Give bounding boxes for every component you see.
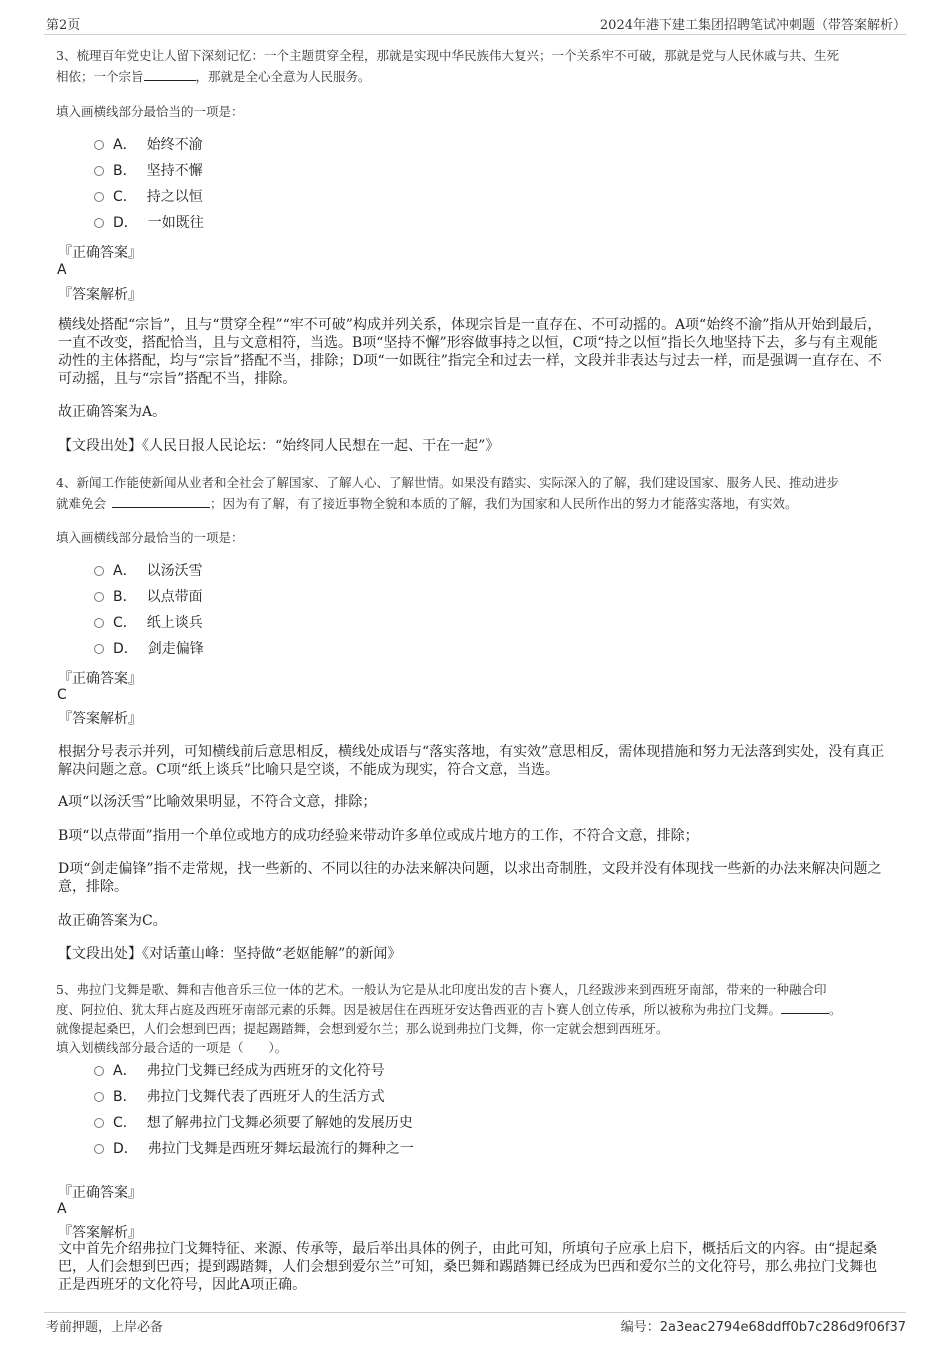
option-d[interactable] [94, 636, 204, 662]
option-a[interactable] [94, 132, 204, 158]
option-letter: D． [113, 215, 138, 231]
question-5-stem-line: 5、弗拉门戈舞是歌、舞和吉他音乐三位一体的艺术。一般认为它是从北印度出发的吉卜赛人，几经跋涉来到西班牙南部，带来的一种融合印 [56, 982, 827, 997]
radio-icon[interactable] [94, 618, 104, 628]
question-3-options [94, 132, 204, 236]
source-citation: 【文段出处】《人民日报人民论坛：“始终同人民想在一起、干在一起”》 [58, 438, 500, 454]
radio-icon[interactable] [94, 566, 104, 576]
analysis-text: 文中首先介绍弗拉门戈舞特征、来源、传承等，最后举出具体的例子，由此可知，所填句子应承上启下，概括后文的内容。由“提起桑巴，人们会想到巴西；提到踢踏舞，人们会想到爱尔兰”可知，桑巴舞和踢踏舞已经成为巴西和爱尔兰的文化符号，那么弗拉门戈舞也正是西班牙的文化符号，因此A项正确。 [58, 1241, 878, 1293]
analysis-label: 『答案解析』 [58, 711, 142, 727]
correct-answer-label: 『正确答案』 [58, 1185, 142, 1201]
analysis-text: 横线处搭配“宗旨”，且与“贯穿全程”“牢不可破”构成并列关系，体现宗旨是一直存在、不可动摇的。A项“始终不渝”指从开始到最后，一直不改变，搭配恰当，且与文意相符，当选。B项“坚持不懈”形容做事持之以恒，C项“持之以恒”指长久地坚持下去，多与有主观能动性的主体搭配，均与“宗旨”搭配不当，排除；D项“一如既往”指完全和过去一样，文段并非表达与过去一样，而是强调一直存在、不可动摇，且与“宗旨”搭配不当，排除。 [58, 317, 882, 387]
radio-icon[interactable] [94, 1118, 104, 1128]
option-letter: D． [113, 1141, 138, 1157]
correct-answer-label: 『正确答案』 [58, 671, 142, 687]
option-letter: D． [113, 641, 138, 657]
option-text: 纸上谈兵 [146, 615, 203, 631]
analysis-option-d: D项“剑走偏锋”指不走常规，找一些新的、不同以往的办法来解决问题，以求出奇制胜，文段并没有体现找一些新的办法来解决问题之意，排除。 [58, 861, 882, 895]
option-text: 想了解弗拉门戈舞必须要了解她的发展历史 [146, 1115, 413, 1131]
stem-text: 度、阿拉伯、犹太拜占庭及西班牙南部元素的乐舞。因是被居住在西班牙安达鲁西亚的吉卜赛人创立传承，所以被称为弗拉门戈舞。 [56, 1002, 782, 1017]
question-5-options [94, 1058, 414, 1162]
page-header [44, 12, 906, 35]
question-4-prompt: 填入画横线部分最恰当的一项是： [56, 530, 244, 545]
code-value: 2a3eac2794e68ddff0b7c286d9f06f37 [659, 1320, 906, 1335]
footer-slogan: 考前押题，上岸必备 [46, 1320, 164, 1335]
option-letter: C． [113, 189, 137, 205]
radio-icon[interactable] [94, 192, 104, 202]
question-5-stem-line: 就像提起桑巴，人们会想到巴西；提起踢踏舞，会想到爱尔兰；那么说到弗拉门戈舞，你一定就会想到西班牙。 [56, 1021, 669, 1036]
fill-blank [144, 66, 196, 81]
question-5-stem-line [56, 999, 890, 1019]
option-c[interactable] [94, 610, 204, 636]
option-letter: B． [113, 1089, 137, 1105]
option-b[interactable] [94, 584, 204, 610]
document-code [621, 1316, 906, 1335]
document-title: 2024年港下建工集团招聘笔试冲刺题（带答案解析） [599, 18, 906, 33]
radio-icon[interactable] [94, 592, 104, 602]
option-text: 始终不渝 [146, 137, 203, 153]
radio-icon[interactable] [94, 644, 104, 654]
source-citation: 【文段出处】《对话董山峰：坚持做“老妪能解”的新闻》 [58, 946, 402, 962]
analysis-conclusion: 故正确答案为A。 [58, 404, 167, 420]
radio-icon[interactable] [94, 1066, 104, 1076]
option-text: 持之以恒 [146, 189, 203, 205]
correct-answer: A [57, 1201, 67, 1217]
fill-blank [781, 999, 829, 1014]
analysis-label: 『答案解析』 [58, 1225, 142, 1241]
question-4-stem-line [56, 493, 890, 514]
question-5-prompt: 填入划横线部分最合适的一项是（ ）。 [56, 1040, 288, 1055]
correct-answer-label: 『正确答案』 [58, 245, 142, 261]
correct-answer: C [57, 687, 67, 703]
option-letter: B． [113, 589, 137, 605]
option-text: 弗拉门戈舞代表了西班牙人的生活方式 [146, 1089, 385, 1105]
page-footer [44, 1312, 906, 1335]
option-text: 弗拉门戈舞是西班牙舞坛最流行的舞种之一 [147, 1141, 414, 1157]
option-b[interactable] [94, 1084, 414, 1110]
option-text: 一如既往 [147, 215, 204, 231]
question-3-prompt: 填入画横线部分最恰当的一项是： [56, 104, 244, 119]
fill-blank [112, 493, 210, 508]
radio-icon[interactable] [94, 1144, 104, 1154]
code-label: 编号： [620, 1320, 660, 1335]
radio-icon[interactable] [94, 218, 104, 228]
radio-icon[interactable] [94, 166, 104, 176]
analysis-conclusion: 故正确答案为C。 [58, 913, 167, 929]
stem-text: 就难免会 [56, 496, 107, 511]
option-letter: A． [113, 1063, 137, 1079]
question-3-stem-line: 3、梳理百年党史让人留下深刻记忆：一个主题贯穿全程，那就是实现中华民族伟大复兴；一个关系牢不可破，那就是党与人民休戚与共、生死 [56, 48, 839, 63]
question-3-stem [56, 46, 890, 87]
stem-text: ；因为有了解，有了接近事物全貌和本质的了解，我们为国家和人民所作出的努力才能落实落地，有实效。 [210, 496, 798, 511]
analysis-text: 根据分号表示并列，可知横线前后意思相反，横线处成语与“落实落地，有实效”意思相反，需体现措施和努力无法落到实处，没有真正解决问题之意。C项“纸上谈兵”比喻只是空谈，不能成为现实，符合文意，当选。 [58, 744, 885, 778]
option-letter: C． [113, 1115, 137, 1131]
option-text: 坚持不懈 [146, 163, 203, 179]
option-text: 剑走偏锋 [147, 641, 204, 657]
analysis-label: 『答案解析』 [58, 287, 142, 303]
option-b[interactable] [94, 158, 204, 184]
stem-text: 。 [829, 1002, 842, 1017]
option-letter: A． [113, 563, 137, 579]
option-a[interactable] [94, 1058, 414, 1084]
question-5-stem [56, 980, 890, 1057]
correct-answer: A [57, 262, 67, 278]
page-number: 第2页 [46, 18, 81, 33]
option-c[interactable] [94, 184, 204, 210]
radio-icon[interactable] [94, 140, 104, 150]
question-4-stem-line: 4、新闻工作能使新闻从业者和全社会了解国家、了解人心、了解世情。如果没有踏实、实际深入的了解，我们建设国家、服务人民、推动进步 [56, 475, 839, 490]
question-4-options [94, 558, 204, 662]
option-a[interactable] [94, 558, 204, 584]
option-text: 弗拉门戈舞已经成为西班牙的文化符号 [146, 1063, 385, 1079]
option-letter: A． [113, 137, 137, 153]
analysis-option-a: A项“以汤沃雪”比喻效果明显，不符合文意，排除； [58, 794, 377, 810]
question-4-stem [56, 473, 890, 514]
option-letter: B． [113, 163, 137, 179]
option-letter: C． [113, 615, 137, 631]
option-text: 以汤沃雪 [146, 563, 203, 579]
radio-icon[interactable] [94, 1092, 104, 1102]
option-c[interactable] [94, 1110, 414, 1136]
option-d[interactable] [94, 1136, 414, 1162]
option-text: 以点带面 [146, 589, 203, 605]
stem-text: 相依；一个宗旨 [56, 69, 144, 84]
question-3-stem-line [56, 66, 890, 87]
stem-text: ，那就是全心全意为人民服务。 [195, 69, 371, 84]
option-d[interactable] [94, 210, 204, 236]
analysis-option-b: B项“以点带面”指用一个单位或地方的成功经验来带动许多单位或成片地方的工作，不符合文意，排除； [58, 828, 699, 844]
